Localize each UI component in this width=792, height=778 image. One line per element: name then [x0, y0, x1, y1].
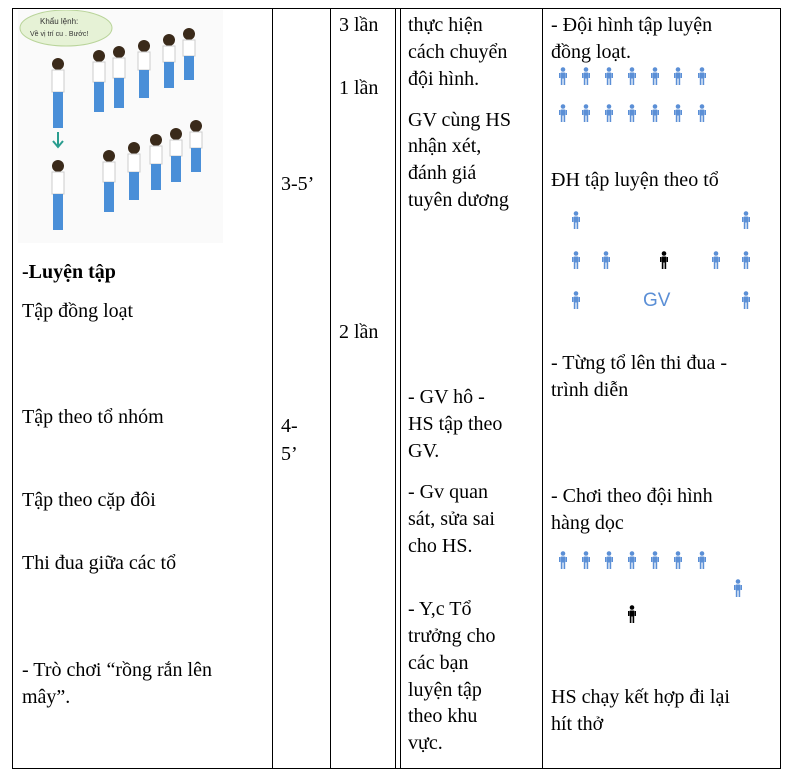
col-divider-3: [395, 8, 396, 769]
teacher-icon: [628, 605, 636, 623]
student-icon: [674, 104, 682, 122]
student-icon: [628, 67, 636, 85]
student-icon: [559, 104, 567, 122]
student-icon: [602, 251, 610, 269]
table-border-bottom: [12, 768, 781, 769]
time-b-line: 4-: [281, 415, 298, 437]
time-a: 3-5’: [281, 173, 315, 195]
student-figure: [163, 34, 175, 88]
student-icon: [628, 104, 636, 122]
col1-game-line: mây”.: [22, 686, 71, 708]
method-line: sát, sửa sai: [408, 508, 495, 530]
method-line: tuyên dương: [408, 189, 509, 211]
student-icon: [572, 291, 580, 309]
student-icon: [698, 551, 706, 569]
formation-text: đồng loạt.: [551, 41, 631, 63]
method-line: - Gv quan: [408, 481, 488, 503]
method-line: GV cùng HS: [408, 109, 511, 131]
student-icon: [572, 251, 580, 269]
student-icon: [734, 579, 742, 597]
formation-text: - Đội hình tập luyện: [551, 14, 713, 36]
gv-label: GV: [643, 290, 671, 311]
table-border-right: [780, 8, 781, 769]
students-illustration: [18, 10, 223, 243]
formation-text: - Chơi theo đội hình: [551, 485, 713, 507]
student-figure: [93, 50, 105, 112]
student-figure: [138, 40, 150, 98]
reps: 1 lần: [339, 77, 379, 99]
student-figure: [183, 28, 195, 80]
method-line: trưởng cho: [408, 625, 496, 647]
method-line: cách chuyển: [408, 41, 508, 63]
command-title: Khẩu lệnh:: [40, 17, 79, 26]
teacher-icon: [660, 251, 668, 269]
formation-text: - Từng tổ lên thi đua -: [551, 352, 727, 374]
col1-item: Thi đua giữa các tổ: [22, 552, 177, 574]
student-figure: [128, 142, 140, 200]
student-icon: [582, 551, 590, 569]
col-divider-4: [400, 8, 401, 769]
method-line: đánh giá: [408, 162, 477, 184]
method-line: luyện tập: [408, 679, 482, 701]
student-icon: [742, 251, 750, 269]
formation-text: ĐH tập luyện theo tổ: [551, 169, 719, 191]
method-line: vực.: [408, 732, 443, 754]
col1-game-line: - Trò chơi “rồng rắn lên: [22, 659, 212, 681]
student-figure: [150, 134, 162, 190]
student-icon: [628, 551, 636, 569]
student-icon: [651, 551, 659, 569]
table-border-top: [12, 8, 781, 9]
col1-item: Tập theo tổ nhóm: [22, 406, 164, 428]
student-figure: [113, 46, 125, 108]
student-icon: [674, 67, 682, 85]
student-icon: [651, 104, 659, 122]
student-icon: [559, 551, 567, 569]
method-line: HS tập theo: [408, 413, 503, 435]
student-icon: [605, 67, 613, 85]
method-line: các bạn: [408, 652, 469, 674]
method-line: GV.: [408, 440, 440, 462]
col-divider-2: [330, 8, 331, 769]
time-b-line: 5’: [281, 443, 298, 465]
student-icon: [559, 67, 567, 85]
col-divider-1: [272, 8, 273, 769]
student-figure: [103, 150, 115, 212]
student-icon: [582, 104, 590, 122]
method-line: thực hiện: [408, 14, 483, 36]
command-text: Về vị trí cu . Bước!: [30, 31, 89, 38]
student-icon: [742, 211, 750, 229]
method-line: cho HS.: [408, 535, 473, 557]
student-icon: [712, 251, 720, 269]
formation-text: hít thở: [551, 713, 604, 735]
student-icon: [698, 67, 706, 85]
student-icon: [582, 67, 590, 85]
formation-text: HS chạy kết hợp đi lại: [551, 686, 730, 708]
reps: 3 lần: [339, 14, 379, 36]
method-line: - GV hô -: [408, 386, 485, 408]
student-figure: [170, 128, 182, 182]
table-border-left: [12, 8, 13, 769]
col1-heading: -Luyện tập: [22, 261, 116, 283]
col1-item: Tập đồng loạt: [22, 300, 134, 322]
student-icon: [698, 104, 706, 122]
student-icon: [674, 551, 682, 569]
method-line: đội hình.: [408, 68, 480, 90]
method-line: theo khu: [408, 705, 478, 727]
student-icon: [742, 291, 750, 309]
method-line: nhận xét,: [408, 135, 482, 157]
col-divider-5: [542, 8, 543, 769]
reps: 2 lần: [339, 321, 379, 343]
student-icon: [605, 551, 613, 569]
student-icon: [572, 211, 580, 229]
method-line: - Y,c Tổ: [408, 598, 472, 620]
student-icon: [605, 104, 613, 122]
col1-item: Tập theo cặp đôi: [22, 489, 156, 511]
student-figure: [190, 120, 202, 172]
formation-text: hàng dọc: [551, 512, 624, 534]
formation-text: trình diễn: [551, 379, 629, 401]
student-icon: [651, 67, 659, 85]
